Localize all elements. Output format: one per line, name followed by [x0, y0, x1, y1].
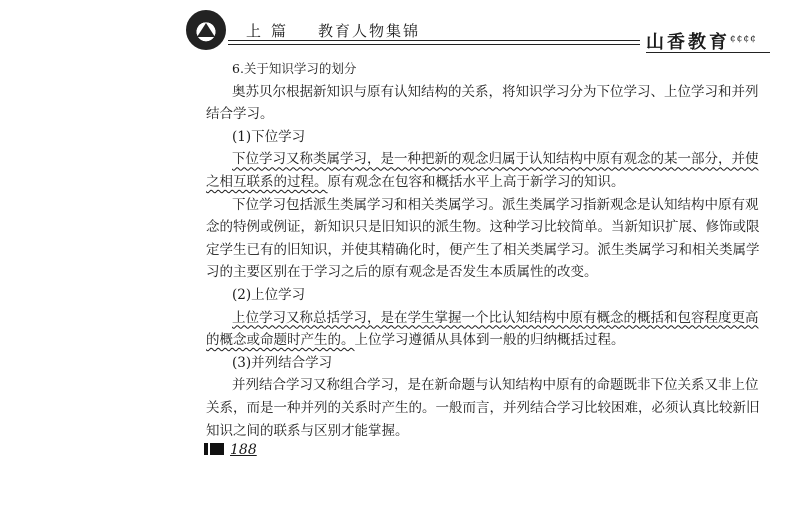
header-rule-2 — [228, 44, 640, 45]
superordinate-definition-paragraph — [206, 307, 766, 352]
subheading-combinatorial: (3)并列结合学习 — [232, 354, 333, 371]
superordinate-definition-tail: 上位学习遵循从具体到一般的归纳概括过程。 — [354, 332, 625, 349]
superordinate-definition: 上位学习又称总括学习，是在学生掌握一个比认知结构中原有概念的概括和包容程度更高的概念或命题时产生的。 — [206, 309, 759, 349]
subordinate-body: 下位学习包括派生类属学习和相关类属学习。派生类属学习指新观念是认知结构中原有观念的特例或例证，新知识只是旧知识的派生物。这种学习比较简单。当新知识扩展、修饰或限定学生已有的旧知识，并使其精确化时，便产生了相关类属学习。派生类属学习和相关类属学习的主要区别在于学习之后的原有观念是否发生本质属性的改变。 — [206, 196, 760, 281]
footer-block-icon — [210, 443, 224, 455]
subheading-superordinate: (2)上位学习 — [232, 286, 306, 303]
part-label: 上篇 — [246, 22, 297, 40]
page-content — [206, 58, 766, 442]
intro-paragraph: 奥苏贝尔根据新知识与原有认知结构的关系，将知识学习分为下位学习、上位学习和并列结合学习。 — [206, 83, 759, 123]
subordinate-definition: 下位学习又称类属学习，是一种把新的观念归属于认知结构中原有观念的某一部分，并使之相互联系的过程。 — [206, 151, 759, 190]
footer-mark-icon — [204, 443, 208, 455]
subordinate-definition-paragraph — [206, 148, 766, 193]
brand-name: 山香教育 — [646, 32, 730, 53]
subordinate-definition-tail: 原有观念在包容和概括水平上高于新学习的知识。 — [327, 173, 625, 190]
brand-underline — [646, 52, 770, 53]
brand-marks: ¢¢¢¢ — [730, 34, 757, 44]
shanxiang-logo-icon — [186, 10, 226, 50]
page-number: 188 — [230, 442, 257, 458]
combinatorial-body: 并列结合学习又称组合学习，是在新命题与认知结构中原有的命题既非下位关系又非上位关系，而是一种并列的关系时产生的。一般而言，并列结合学习比较困难，必须认真比较新旧知识之间的联系与区别才能掌握。 — [206, 377, 760, 439]
section-heading: 6.关于知识学习的划分 — [232, 61, 357, 76]
subheading-subordinate: (1)下位学习 — [232, 128, 306, 145]
section-title: 教育人物集锦 — [318, 22, 421, 40]
page-footer — [204, 442, 257, 458]
page-header — [0, 0, 800, 52]
